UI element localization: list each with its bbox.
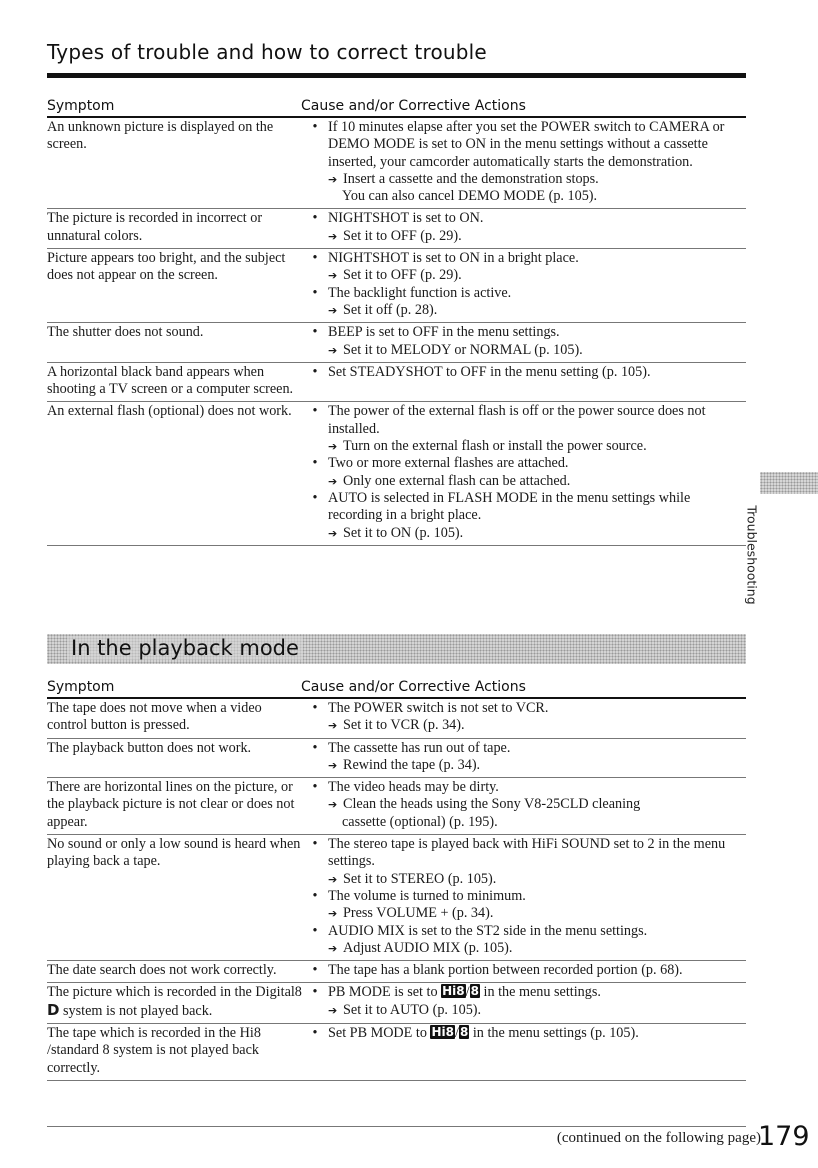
std8-logo: 8 xyxy=(470,984,479,999)
cause-bullet xyxy=(302,285,746,302)
arrow-right-icon: ➔ xyxy=(328,719,338,733)
corrective-action xyxy=(302,302,746,319)
symptom-cell: There are horizontal lines on the picture, or the playback picture is not clear or does not appear. xyxy=(47,779,295,830)
action-text: Set it to ON (p. 105). xyxy=(343,524,464,541)
corrective-action xyxy=(302,871,746,888)
cause-header: Cause and/or Corrective Actions xyxy=(301,679,526,695)
arrow-right-icon: ➔ xyxy=(328,907,338,921)
bullet-icon: • xyxy=(312,455,318,472)
symptom-cell: The tape which is recorded in the Hi8 /standard 8 system is not played back correctly. xyxy=(47,1025,261,1076)
corrective-action xyxy=(302,905,746,922)
action-cell xyxy=(302,402,746,544)
cause-bullet xyxy=(302,984,746,1001)
cause-text: The stereo tape is played back with HiFi SOUND set to 2 in the menu settings. xyxy=(328,836,726,870)
table-row xyxy=(47,983,746,1024)
symptom-header: Symptom xyxy=(47,98,115,114)
cause-text: AUDIO MIX is set to the ST2 side in the menu settings. xyxy=(328,922,648,939)
cause-text: The video heads may be dirty. xyxy=(328,779,499,796)
cause-text: Two or more external flashes are attached. xyxy=(328,455,569,472)
cause-text: The volume is turned to minimum. xyxy=(328,887,526,904)
table-row xyxy=(47,835,746,961)
action-text: Set it to VCR (p. 34). xyxy=(343,717,465,734)
action-text: Set it to OFF (p. 29). xyxy=(343,267,462,284)
bullet-icon: • xyxy=(312,119,318,135)
action-cell xyxy=(302,1024,746,1080)
cause-text: AUTO is selected in FLASH MODE in the menu settings while recording in a bright place. xyxy=(328,489,691,524)
arrow-right-icon: ➔ xyxy=(328,1003,338,1017)
cause-text: Set STEADYSHOT to OFF in the menu setting (p. 105). xyxy=(328,363,651,380)
bullet-icon: • xyxy=(312,363,318,380)
bullet-icon: • xyxy=(312,922,318,939)
bullet-icon: • xyxy=(312,836,318,853)
table-row xyxy=(47,363,746,403)
table-row xyxy=(47,699,746,739)
arrow-right-icon: ➔ xyxy=(328,303,338,317)
bullet-icon: • xyxy=(312,284,318,301)
corrective-action xyxy=(302,1002,746,1019)
table-row xyxy=(47,323,746,363)
table-row xyxy=(47,778,746,835)
arrow-right-icon: ➔ xyxy=(328,526,338,540)
action-note: cassette (optional) (p. 195). xyxy=(342,813,498,830)
cause-text: The power of the external flash is off or the power source does not installed. xyxy=(328,403,706,437)
side-tab-marker xyxy=(760,472,818,494)
corrective-action xyxy=(302,525,746,542)
bullet-icon: • xyxy=(312,887,318,904)
bullet-icon: • xyxy=(312,962,318,979)
symptom-cell: The date search does not work correctly. xyxy=(47,962,277,979)
table-row xyxy=(47,249,746,323)
bullet-icon: • xyxy=(312,489,318,506)
corrective-action xyxy=(302,717,746,734)
cause-bullet xyxy=(302,324,746,341)
cause-text: The backlight function is active. xyxy=(328,284,512,301)
hi8-logo: Hi8 xyxy=(431,1025,454,1040)
action-text: Set it to MELODY or NORMAL (p. 105). xyxy=(343,341,583,358)
action-cell xyxy=(302,778,746,834)
continued-note: (continued on the following page) xyxy=(556,1130,761,1146)
arrow-right-icon: ➔ xyxy=(328,941,338,955)
action-text: Clean the heads using the Sony V8-25CLD cleaning xyxy=(343,796,641,813)
symptom-cell: The picture is recorded in incorrect or unnatural colors. xyxy=(47,210,263,244)
action-text: Set it to AUTO (p. 105). xyxy=(343,1001,482,1018)
arrow-right-icon: ➔ xyxy=(328,758,338,772)
cause-bullet xyxy=(302,490,746,525)
cause-text: PB MODE is set to Hi8/8 in the menu settings. xyxy=(328,984,601,1001)
bullet-icon: • xyxy=(312,984,318,1001)
action-cell xyxy=(302,835,746,960)
table-row xyxy=(47,1024,746,1081)
arrow-right-icon: ➔ xyxy=(328,798,338,812)
symptom-cell: The picture which is recorded in the Digital8 D system is not played back. xyxy=(47,984,302,1019)
cause-bullet xyxy=(302,888,746,905)
cause-text: If 10 minutes elapse after you set the POWER switch to CAMERA or DEMO MODE is set to ON in the menu settings without a cassette inserted, your camcorder automatically starts the demonstration. xyxy=(328,119,725,170)
table-body xyxy=(47,699,746,1081)
arrow-right-icon: ➔ xyxy=(328,474,338,488)
cause-bullet xyxy=(302,1025,746,1042)
table-row xyxy=(47,209,746,249)
symptom-cell: An unknown picture is displayed on the screen. xyxy=(47,119,274,153)
std8-logo: 8 xyxy=(459,1025,469,1040)
action-text: Set it to OFF (p. 29). xyxy=(343,227,462,244)
footer-rule xyxy=(47,1126,746,1127)
table-row xyxy=(47,118,746,209)
arrow-right-icon: ➔ xyxy=(328,229,338,243)
corrective-action xyxy=(302,267,746,284)
action-cell xyxy=(302,363,746,402)
corrective-action xyxy=(302,438,746,455)
table-row xyxy=(47,961,746,983)
arrow-right-icon: ➔ xyxy=(328,872,338,886)
bullet-icon: • xyxy=(312,403,318,420)
page-title: Types of trouble and how to correct trouble xyxy=(47,40,487,64)
action-cell xyxy=(302,961,746,982)
table-row xyxy=(47,739,746,779)
side-section-label: Troubleshooting xyxy=(744,505,760,605)
symptom-cell: The shutter does not sound. xyxy=(47,324,204,341)
corrective-action xyxy=(302,342,746,359)
table-header xyxy=(47,677,746,695)
action-text: Adjust AUDIO MIX (p. 105). xyxy=(343,939,513,956)
action-text: Set it off (p. 28). xyxy=(343,301,438,318)
symptom-header: Symptom xyxy=(47,679,115,695)
action-cell xyxy=(302,983,746,1023)
arrow-right-icon: ➔ xyxy=(328,440,338,454)
cause-bullet xyxy=(302,740,746,757)
cause-bullet xyxy=(302,923,746,940)
symptom-cell: An external flash (optional) does not work. xyxy=(47,403,292,420)
action-text: Set it to STEREO (p. 105). xyxy=(343,870,497,887)
cause-bullet xyxy=(302,250,746,267)
trouble-table-playback xyxy=(47,677,746,1081)
cause-text: Set PB MODE to Hi8/8 in the menu settings (p. 105). xyxy=(328,1025,639,1042)
page-number: 179 xyxy=(758,1121,810,1152)
bullet-icon: • xyxy=(312,739,318,756)
cause-text: BEEP is set to OFF in the menu settings. xyxy=(328,324,560,341)
corrective-action xyxy=(302,796,746,813)
symptom-cell: A horizontal black band appears when shooting a TV screen or a computer screen. xyxy=(47,363,294,398)
section-title: In the playback mode xyxy=(67,636,303,660)
cause-text: NIGHTSHOT is set to ON in a bright place. xyxy=(328,250,579,267)
corrective-action xyxy=(302,757,746,774)
action-text: Only one external flash can be attached. xyxy=(343,472,571,489)
cause-header: Cause and/or Corrective Actions xyxy=(301,98,526,114)
action-note: You can also cancel DEMO MODE (p. 105). xyxy=(342,188,598,205)
cause-text: NIGHTSHOT is set to ON. xyxy=(328,210,484,227)
cause-text: The cassette has run out of tape. xyxy=(328,739,511,756)
table-body xyxy=(47,118,746,546)
action-cell xyxy=(302,323,746,362)
action-cell xyxy=(302,118,746,208)
action-cell xyxy=(302,739,746,778)
bullet-icon: • xyxy=(312,250,318,267)
action-text: Insert a cassette and the demonstration stops. xyxy=(343,170,599,187)
cause-bullet xyxy=(302,455,746,472)
bullet-icon: • xyxy=(312,210,318,227)
bullet-icon: • xyxy=(312,700,318,716)
symptom-cell: The tape does not move when a video control button is pressed. xyxy=(47,700,262,734)
cause-bullet xyxy=(302,836,746,871)
cause-text: The POWER switch is not set to VCR. xyxy=(328,700,549,716)
trouble-table-recording xyxy=(47,96,746,546)
action-cell xyxy=(302,209,746,248)
digital8-logo: D xyxy=(47,1000,60,1019)
corrective-action xyxy=(302,171,746,188)
arrow-right-icon: ➔ xyxy=(328,269,338,283)
cause-bullet xyxy=(302,779,746,796)
corrective-action xyxy=(302,228,746,245)
cause-bullet xyxy=(302,364,746,381)
action-text: Turn on the external flash or install the power source. xyxy=(343,438,647,455)
title-rule xyxy=(47,73,746,78)
bullet-icon: • xyxy=(312,324,318,341)
symptom-cell: Picture appears too bright, and the subject does not appear on the screen. xyxy=(47,250,286,284)
cause-bullet xyxy=(302,119,746,171)
arrow-right-icon: ➔ xyxy=(328,343,338,357)
symptom-cell: No sound or only a low sound is heard when playing back a tape. xyxy=(47,836,301,870)
table-row xyxy=(47,402,746,545)
cause-bullet xyxy=(302,210,746,227)
corrective-action xyxy=(302,940,746,957)
cause-text: The tape has a blank portion between recorded portion (p. 68). xyxy=(328,962,683,979)
cause-bullet xyxy=(302,403,746,438)
bullet-icon: • xyxy=(312,779,318,796)
table-header xyxy=(47,96,746,114)
arrow-right-icon: ➔ xyxy=(328,172,338,186)
action-text: Rewind the tape (p. 34). xyxy=(343,756,481,773)
cause-bullet xyxy=(302,700,746,717)
section-band xyxy=(47,634,746,664)
symptom-cell: The playback button does not work. xyxy=(47,739,252,756)
action-cell xyxy=(302,699,746,738)
bullet-icon: • xyxy=(312,1025,318,1042)
cause-bullet xyxy=(302,962,746,979)
action-cell xyxy=(302,249,746,322)
action-text: Press VOLUME + (p. 34). xyxy=(343,905,494,922)
corrective-action xyxy=(302,473,746,490)
hi8-logo: Hi8 xyxy=(442,984,465,999)
